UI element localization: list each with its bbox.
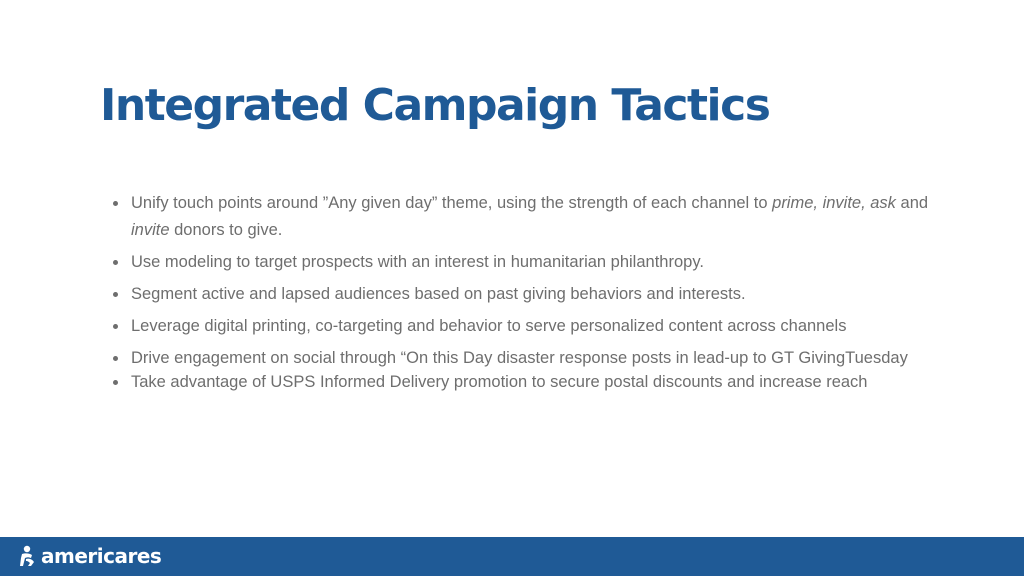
bullet-text: Leverage digital printing, co-targeting and behavior to serve personalized content across channels — [131, 317, 847, 335]
person-icon — [20, 545, 40, 567]
bullet-text: donors to give. — [169, 221, 283, 239]
bullet-item — [111, 347, 951, 370]
bullet-list — [111, 190, 951, 394]
bullet-text: Segment active and lapsed audiences based on past giving behaviors and interests. — [131, 285, 746, 303]
slide-title: Integrated Campaign Tactics — [100, 80, 770, 131]
footer-bar — [0, 537, 1024, 576]
americares-logo — [20, 541, 161, 571]
bullet-text: Drive engagement on social through “On this Day disaster response posts in lead-up to GT GivingTuesday — [131, 349, 908, 367]
bullet-item — [111, 371, 951, 394]
bullet-item — [111, 315, 951, 338]
bullet-text: Unify touch points around ”Any given day” theme, using the strength of each channel to — [131, 194, 773, 212]
bullet-item — [111, 251, 951, 274]
bullet-text: and — [895, 194, 929, 212]
bullet-item — [111, 190, 951, 244]
emphasized-text: prime, invite, ask — [772, 194, 896, 212]
bullet-text: Take advantage of USPS Informed Delivery promotion to secure postal discounts and increase reach — [131, 373, 868, 391]
bullet-text: Use modeling to target prospects with an interest in humanitarian philanthropy. — [131, 253, 704, 271]
emphasized-text: invite — [131, 221, 170, 239]
logo-text: americares — [41, 544, 162, 568]
bullet-item — [111, 283, 951, 306]
